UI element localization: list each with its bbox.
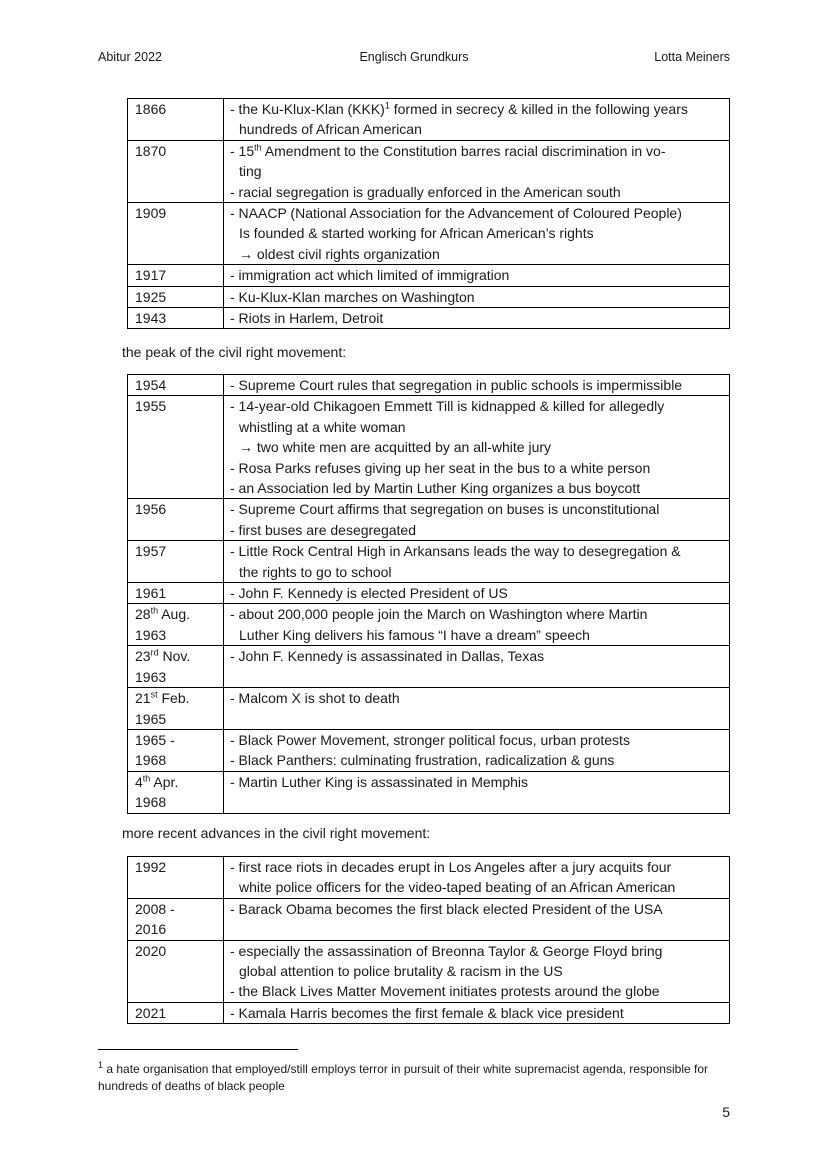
year-text: 28th Aug. [135, 605, 191, 623]
table-row [128, 265, 730, 286]
event-cell [224, 375, 730, 396]
year-cell [128, 265, 224, 286]
event-line: - 15th Amendment to the Constitution barres racial discrimination in vo- [230, 142, 666, 159]
event-line: - Supreme Court affirms that segregation on buses is unconstitutional [230, 501, 660, 518]
header-left: Abitur 2022 [98, 50, 162, 64]
year-cell [128, 541, 224, 583]
event-cell [224, 583, 730, 604]
year-cell [128, 940, 224, 1002]
event-cell [224, 286, 730, 307]
year-text: 1909 [135, 205, 167, 222]
year-cell [128, 396, 224, 499]
header-right: Lotta Meiners [654, 50, 730, 64]
event-line: - Black Panthers: culminating frustration, radicalization & guns [230, 752, 615, 769]
event-line: global attention to police brutality & racism in the US [239, 963, 563, 980]
year-text: 1957 [135, 543, 167, 560]
table-row [128, 857, 730, 899]
event-line: - first race riots in decades erupt in Los Angeles after a jury acquits four [230, 859, 672, 875]
table-row [128, 140, 730, 202]
timeline-table-peak [127, 374, 730, 814]
footnote-rule [98, 1049, 298, 1050]
event-line: the rights to go to school [239, 563, 392, 580]
year-cell [128, 857, 224, 899]
event-line: - Little Rock Central High in Arkansans leads the way to desegregation & [230, 543, 681, 560]
event-line: - Malcom X is shot to death [230, 690, 400, 707]
event-line: - NAACP (National Association for the Advancement of Coloured People) [230, 205, 682, 222]
year-text: 23rd Nov. [135, 647, 191, 665]
event-cell [224, 771, 730, 813]
year-text: 4th Apr. [135, 773, 179, 790]
table-row [128, 499, 730, 541]
event-line: - Supreme Court rules that segregation in public schools is impermissible [230, 377, 683, 393]
year-text: 1917 [135, 267, 167, 284]
table-row [128, 604, 730, 646]
event-line: - Riots in Harlem, Detroit [230, 310, 384, 327]
section-heading-peak: the peak of the civil right movement: [122, 344, 347, 360]
year-text: 1956 [135, 501, 167, 518]
event-line: - John F. Kennedy is assassinated in Dallas, Texas [230, 648, 545, 665]
table-row [128, 1002, 730, 1023]
table-row [128, 940, 730, 1002]
table-row [128, 203, 730, 265]
event-line: - Black Power Movement, stronger political focus, urban protests [230, 731, 630, 748]
event-cell [224, 99, 730, 141]
event-line: - first buses are desegregated [230, 521, 416, 538]
event-cell [224, 541, 730, 583]
year-text: 21st Feb. [135, 689, 190, 707]
table-row [128, 688, 730, 730]
year-cell [128, 898, 224, 940]
year-cell [128, 99, 224, 141]
table-row [128, 99, 730, 141]
table-row [128, 308, 730, 329]
event-line: hundreds of African American [239, 121, 422, 138]
footnote [98, 1061, 738, 1094]
superscript: th [142, 773, 151, 784]
year-cell [128, 375, 224, 396]
table-row [128, 375, 730, 396]
year-text: 2008 - [135, 900, 175, 917]
year-cell [128, 308, 224, 329]
year-text: 1943 [135, 310, 167, 327]
event-line: - Ku-Klux-Klan marches on Washington [230, 288, 475, 305]
event-line: - Martin Luther King is assassinated in Memphis [230, 773, 529, 790]
event-line: - Barack Obama becomes the first black elected President of the USA [230, 900, 663, 917]
event-line: → two white men are acquitted by an all-white jury [239, 439, 552, 456]
event-cell [224, 140, 730, 202]
event-line: whistling at a white woman [239, 418, 406, 435]
year-text: 1992 [135, 859, 167, 875]
table-row [128, 286, 730, 307]
event-line: - Kamala Harris becomes the first female & black vice president [230, 1004, 624, 1021]
event-cell [224, 265, 730, 286]
year-text: 1866 [135, 101, 167, 117]
year-cell [128, 499, 224, 541]
year-text: 2021 [135, 1004, 167, 1021]
event-cell [224, 940, 730, 1002]
year-cell [128, 1002, 224, 1023]
table-row [128, 646, 730, 688]
footnote-mark: 1 [98, 1060, 104, 1070]
table-row [128, 583, 730, 604]
event-line: Luther King delivers his famous “I have a dream” speech [239, 626, 590, 643]
event-cell [224, 646, 730, 688]
table-row [128, 729, 730, 771]
year-cell [128, 140, 224, 202]
year-text: 1968 [135, 794, 167, 811]
event-cell [224, 203, 730, 265]
event-cell [224, 857, 730, 899]
header-center: Englisch Grundkurs [359, 50, 469, 64]
year-text: 1961 [135, 585, 167, 602]
superscript: th [254, 142, 262, 153]
footnote-text: a hate organisation that employed/still employs terror in pursuit of their white supremacist agenda, responsible for hundreds of deaths of black people [98, 1062, 708, 1093]
year-cell [128, 583, 224, 604]
event-cell [224, 688, 730, 730]
year-text: 1968 [135, 752, 167, 769]
year-text: 1965 [135, 710, 167, 727]
year-cell [128, 286, 224, 307]
event-cell [224, 604, 730, 646]
year-text: 1965 - [135, 731, 175, 748]
table-row [128, 771, 730, 813]
event-line: - about 200,000 people join the March on Washington where Martin [230, 606, 648, 623]
event-line: ting [239, 163, 262, 180]
event-line: - racial segregation is gradually enforced in the American south [230, 183, 621, 200]
year-text: 1954 [135, 377, 167, 393]
year-text: 1963 [135, 626, 167, 643]
year-text: 1955 [135, 398, 167, 415]
event-cell [224, 898, 730, 940]
event-line: - especially the assassination of Breonna Taylor & George Floyd bring [230, 942, 663, 959]
year-text: 1963 [135, 668, 167, 685]
event-cell [224, 499, 730, 541]
event-line: - 14-year-old Chikagoen Emmett Till is kidnapped & killed for allegedly [230, 398, 665, 415]
event-cell [224, 396, 730, 499]
event-line: - John F. Kennedy is elected President of US [230, 585, 508, 602]
year-text: 2020 [135, 942, 167, 959]
year-cell [128, 646, 224, 688]
event-line: - immigration act which limited of immigration [230, 267, 510, 284]
event-line: - the Ku-Klux-Klan (KKK)$^1$ formed in secrecy & killed in the following years [230, 100, 688, 117]
event-line: white police officers for the video-taped beating of an African American [239, 879, 676, 896]
superscript: st [150, 689, 158, 700]
year-text: 2016 [135, 921, 167, 938]
year-text: 1870 [135, 142, 167, 159]
superscript: rd [150, 647, 159, 658]
table-row [128, 898, 730, 940]
year-cell [128, 771, 224, 813]
timeline-table-recent [127, 856, 730, 1024]
event-line: - the Black Lives Matter Movement initiates protests around the globe [230, 983, 660, 1000]
event-line: - Rosa Parks refuses giving up her seat in the bus to a white person [230, 459, 651, 476]
event-cell [224, 1002, 730, 1023]
event-line: Is founded & started working for African American’s rights [239, 225, 594, 242]
year-cell [128, 688, 224, 730]
superscript: th [150, 605, 159, 616]
page-number: 5 [722, 1104, 730, 1120]
table-row [128, 396, 730, 499]
table-row [128, 541, 730, 583]
superscript: 1 [384, 100, 390, 111]
event-cell [224, 308, 730, 329]
timeline-table-early [127, 98, 730, 329]
year-cell [128, 604, 224, 646]
event-line: - an Association led by Martin Luther King organizes a bus boycott [230, 480, 641, 497]
section-heading-recent: more recent advances in the civil right movement: [122, 825, 431, 841]
year-text: 1925 [135, 288, 167, 305]
event-cell [224, 729, 730, 771]
event-line: → oldest civil rights organization [239, 245, 440, 262]
year-cell [128, 729, 224, 771]
year-cell [128, 203, 224, 265]
